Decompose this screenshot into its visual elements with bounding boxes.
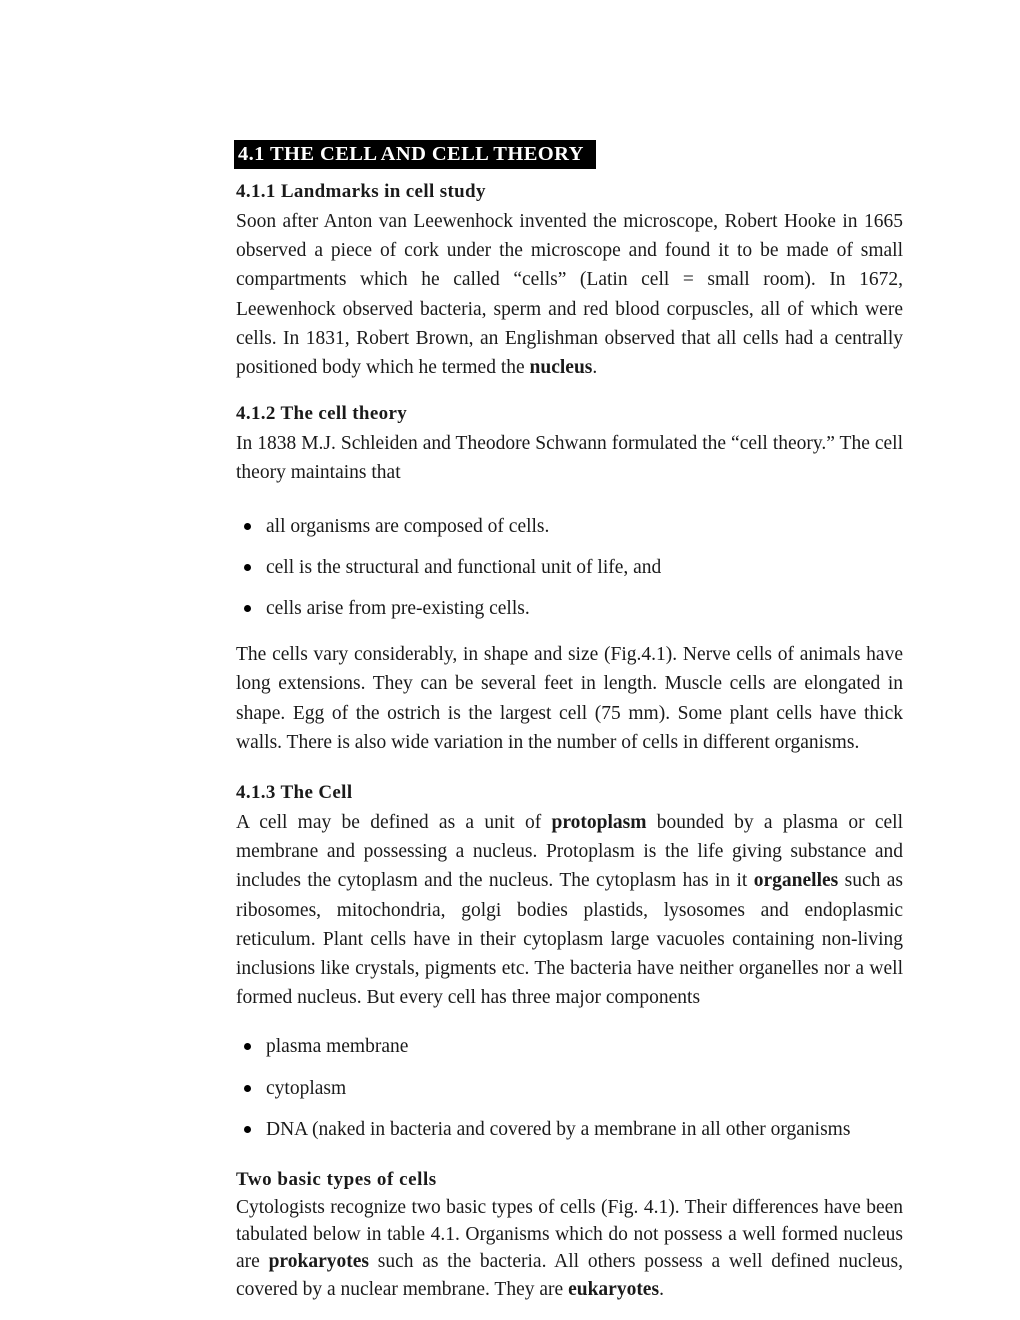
list-cell-components	[236, 1032, 903, 1144]
list-item	[236, 553, 903, 582]
text-segment: .	[592, 357, 598, 379]
bullet-dot-icon	[244, 605, 251, 612]
heading-two-basic-types-of-cells: Two basic types of cells	[236, 1169, 437, 1191]
bullet-dot-icon	[244, 1043, 251, 1050]
text-segment: .	[659, 1278, 664, 1300]
heading-4-1-3-the-cell: 4.1.3 The Cell	[236, 782, 353, 804]
bullet-dot-icon	[244, 1126, 251, 1133]
bullet-dot-icon	[244, 564, 251, 571]
paragraph-cell-theory-intro: In 1838 M.J. Schleiden and Theodore Schwann formulated the “cell theory.” The cell theory maintains that	[236, 433, 903, 484]
paragraph-the-cell-body	[236, 808, 903, 1012]
bold-term-protoplasm: protoplasm	[551, 812, 647, 834]
text-segment: such as the bacteria. All others possess a well defined nucleus, covered by a nuclear membrane. They are	[236, 1251, 903, 1300]
text-segment: Soon after Anton van Leewenhock invented the microscope, Robert Hooke in 1665 observed a piece of cork under the microscope and found it to be made of small compartments which he called “cells” (Latin cell = small room). In 1672, Leewenhock observed bacteria, sperm and red blood corpuscles, all of which were cells. In 1831, Robert Brown, an Englishman observed that all cells had a centrally positioned body which he termed the	[236, 211, 903, 379]
section-banner-heading: 4.1 THE CELL AND CELL THEORY	[234, 140, 596, 169]
list-item-label: cells arise from pre-existing cells.	[266, 598, 530, 620]
text-segment: A cell may be defined as a unit of	[236, 812, 552, 834]
bold-term-nucleus: nucleus	[529, 357, 593, 379]
list-cell-theory-points	[236, 512, 903, 624]
list-item-label: DNA (naked in bacteria and covered by a membrane in all other organisms	[266, 1118, 851, 1140]
list-item-label: cytoplasm	[266, 1077, 347, 1099]
list-item-label: all organisms are composed of cells.	[266, 515, 550, 537]
bullet-dot-icon	[244, 1085, 251, 1092]
list-item-label: cell is the structural and functional unit of life, and	[266, 556, 662, 578]
bullet-dot-icon	[244, 523, 251, 530]
heading-4-1-2-cell-theory: 4.1.2 The cell theory	[236, 403, 408, 425]
paragraph-two-basic-types	[236, 1194, 903, 1303]
heading-4-1-1-landmarks: 4.1.1 Landmarks in cell study	[236, 181, 486, 202]
document-content-column	[236, 140, 903, 1303]
list-item	[236, 512, 903, 541]
paragraph-landmarks-body	[236, 207, 903, 382]
text-segment: bounded by a plasma or cell membrane and possessing a nucleus. Protoplasm is the life giving substance and includes the cytoplasm and the nucleus. The cytoplasm has in it	[236, 812, 903, 892]
bold-term-eukaryotes: eukaryotes	[568, 1278, 660, 1300]
list-item	[236, 1032, 903, 1061]
paragraph-cells-vary: The cells vary considerably, in shape and size (Fig.4.1). Nerve cells of animals have long extensions. They can be several feet in length. Muscle cells are elongated in shape. Egg of the ostrich is the largest cell (75 mm). Some plant cells have thick walls. There is also wide variation in the number of cells in different organisms.	[236, 644, 903, 753]
list-item	[236, 1115, 903, 1144]
bold-term-organelles: organelles	[753, 870, 839, 892]
text-segment: such as ribosomes, mitochondria, golgi bodies plastids, lysosomes and endoplasmic reticulum. Plant cells have in their cytoplasm large vacuoles containing non-living inclusions like crystals, pigments etc. The bacteria have neither organelles nor a well formed nucleus. But every cell has three major components	[236, 870, 903, 1009]
list-item	[236, 594, 903, 623]
list-item	[236, 1074, 903, 1103]
bold-term-prokaryotes: prokaryotes	[268, 1251, 369, 1273]
list-item-label: plasma membrane	[266, 1036, 409, 1058]
text-segment: Cytologists recognize two basic types of cells (Fig. 4.1). Their differences have been tabulated below in table 4.1. Organisms which do not possess a well formed nucleus are	[236, 1197, 903, 1273]
